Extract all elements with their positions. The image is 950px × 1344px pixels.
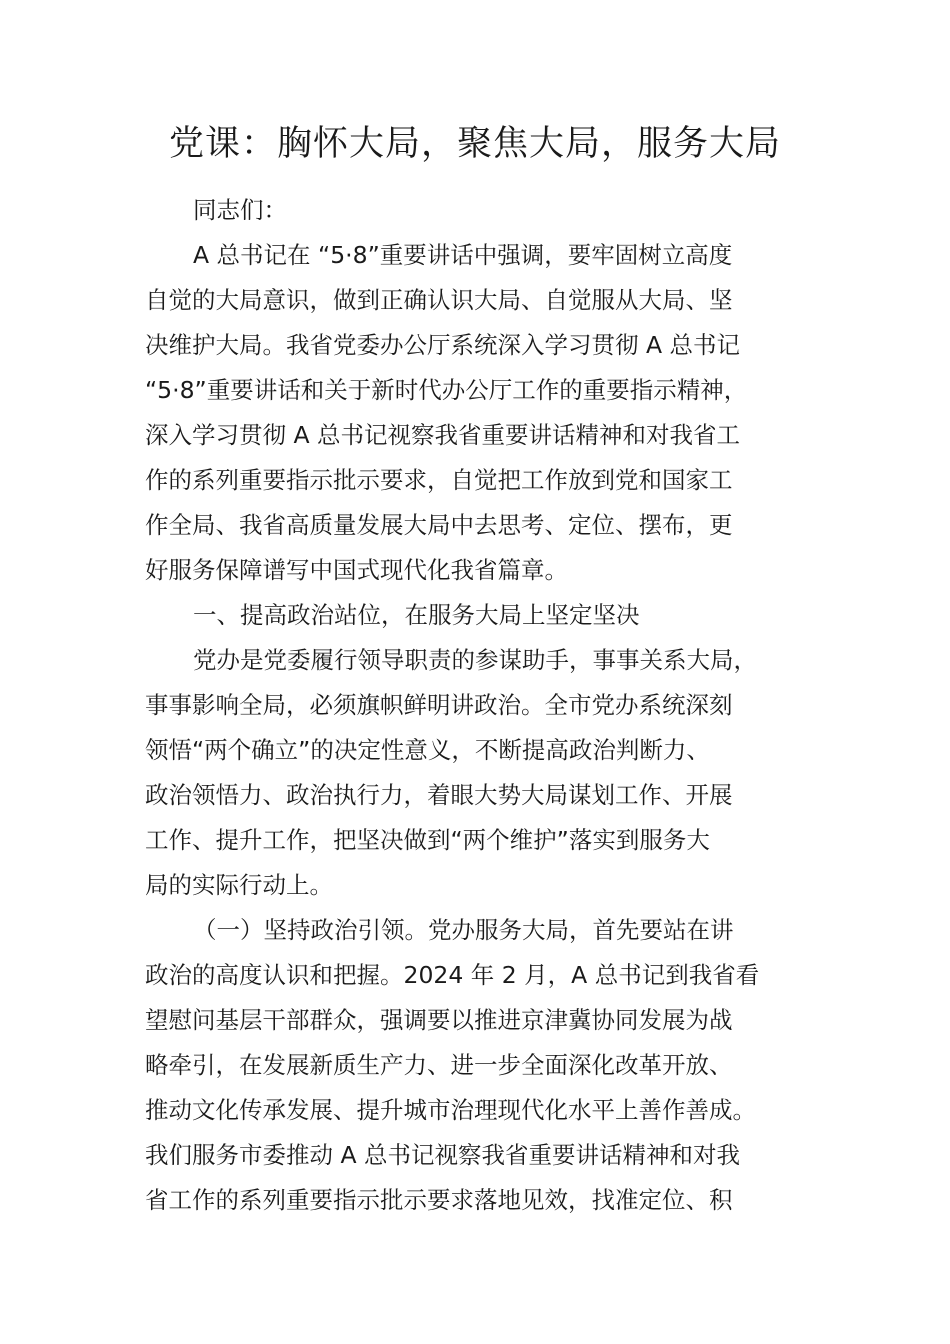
document-title: 党课：胸怀大局，聚焦大局，服务大局 — [168, 124, 781, 164]
section-heading: 一、提高政治站位，在服务大局上坚定坚决 — [193, 601, 640, 629]
text-line: 作全局、我省高质量发展大局中去思考、定位、摆布，更 — [145, 511, 733, 539]
text-line: 略牵引，在发展新质生产力、进一步全面深化改革开放、 — [145, 1051, 733, 1079]
document-body — [145, 188, 815, 1223]
text-line: 决维护大局。我省党委办公厅系统深入学习贯彻 A 总书记 — [145, 331, 741, 359]
text-line: 深入学习贯彻 A 总书记视察我省重要讲话精神和对我省工 — [145, 421, 741, 449]
text-line: 领悟“两个确立”的决定性意义，不断提高政治判断力、 — [145, 736, 710, 764]
text-line: 望慰问基层干部群众，强调要以推进京津冀协同发展为战 — [145, 1006, 733, 1034]
text-line: 党办是党委履行领导职责的参谋助手，事事关系大局， — [193, 646, 757, 674]
text-line: “5·8”重要讲话和关于新时代办公厅工作的重要指示精神， — [145, 376, 748, 404]
text-line: 同志们： — [193, 196, 287, 224]
text-line: 局的实际行动上。 — [145, 871, 333, 899]
text-line: 政治领悟力、政治执行力，着眼大势大局谋划工作、开展 — [145, 781, 733, 809]
text-line: 事事影响全局，必须旗帜鲜明讲政治。全市党办系统深刻 — [145, 691, 733, 719]
text-line: 推动文化传承发展、提升城市治理现代化水平上善作善成。 — [145, 1096, 756, 1124]
text-line: A 总书记在 “5·8”重要讲话中强调，要牢固树立高度 — [193, 241, 733, 269]
text-line: 我们服务市委推动 A 总书记视察我省重要讲话精神和对我 — [145, 1141, 741, 1169]
text-line: 作的系列重要指示批示要求，自觉把工作放到党和国家工 — [145, 466, 733, 494]
text-line: （一）坚持政治引领。党办服务大局，首先要站在讲 — [193, 916, 734, 944]
text-line: 省工作的系列重要指示批示要求落地见效，找准定位、积 — [145, 1186, 733, 1214]
text-line: 政治的高度认识和把握。2024 年 2 月，A 总书记到我省看 — [145, 961, 760, 989]
text-line: 好服务保障谱写中国式现代化我省篇章。 — [145, 556, 568, 584]
text-line: 自觉的大局意识，做到正确认识大局、自觉服从大局、坚 — [145, 286, 733, 314]
text-line: 工作、提升工作，把坚决做到“两个维护”落实到服务大 — [145, 826, 710, 854]
